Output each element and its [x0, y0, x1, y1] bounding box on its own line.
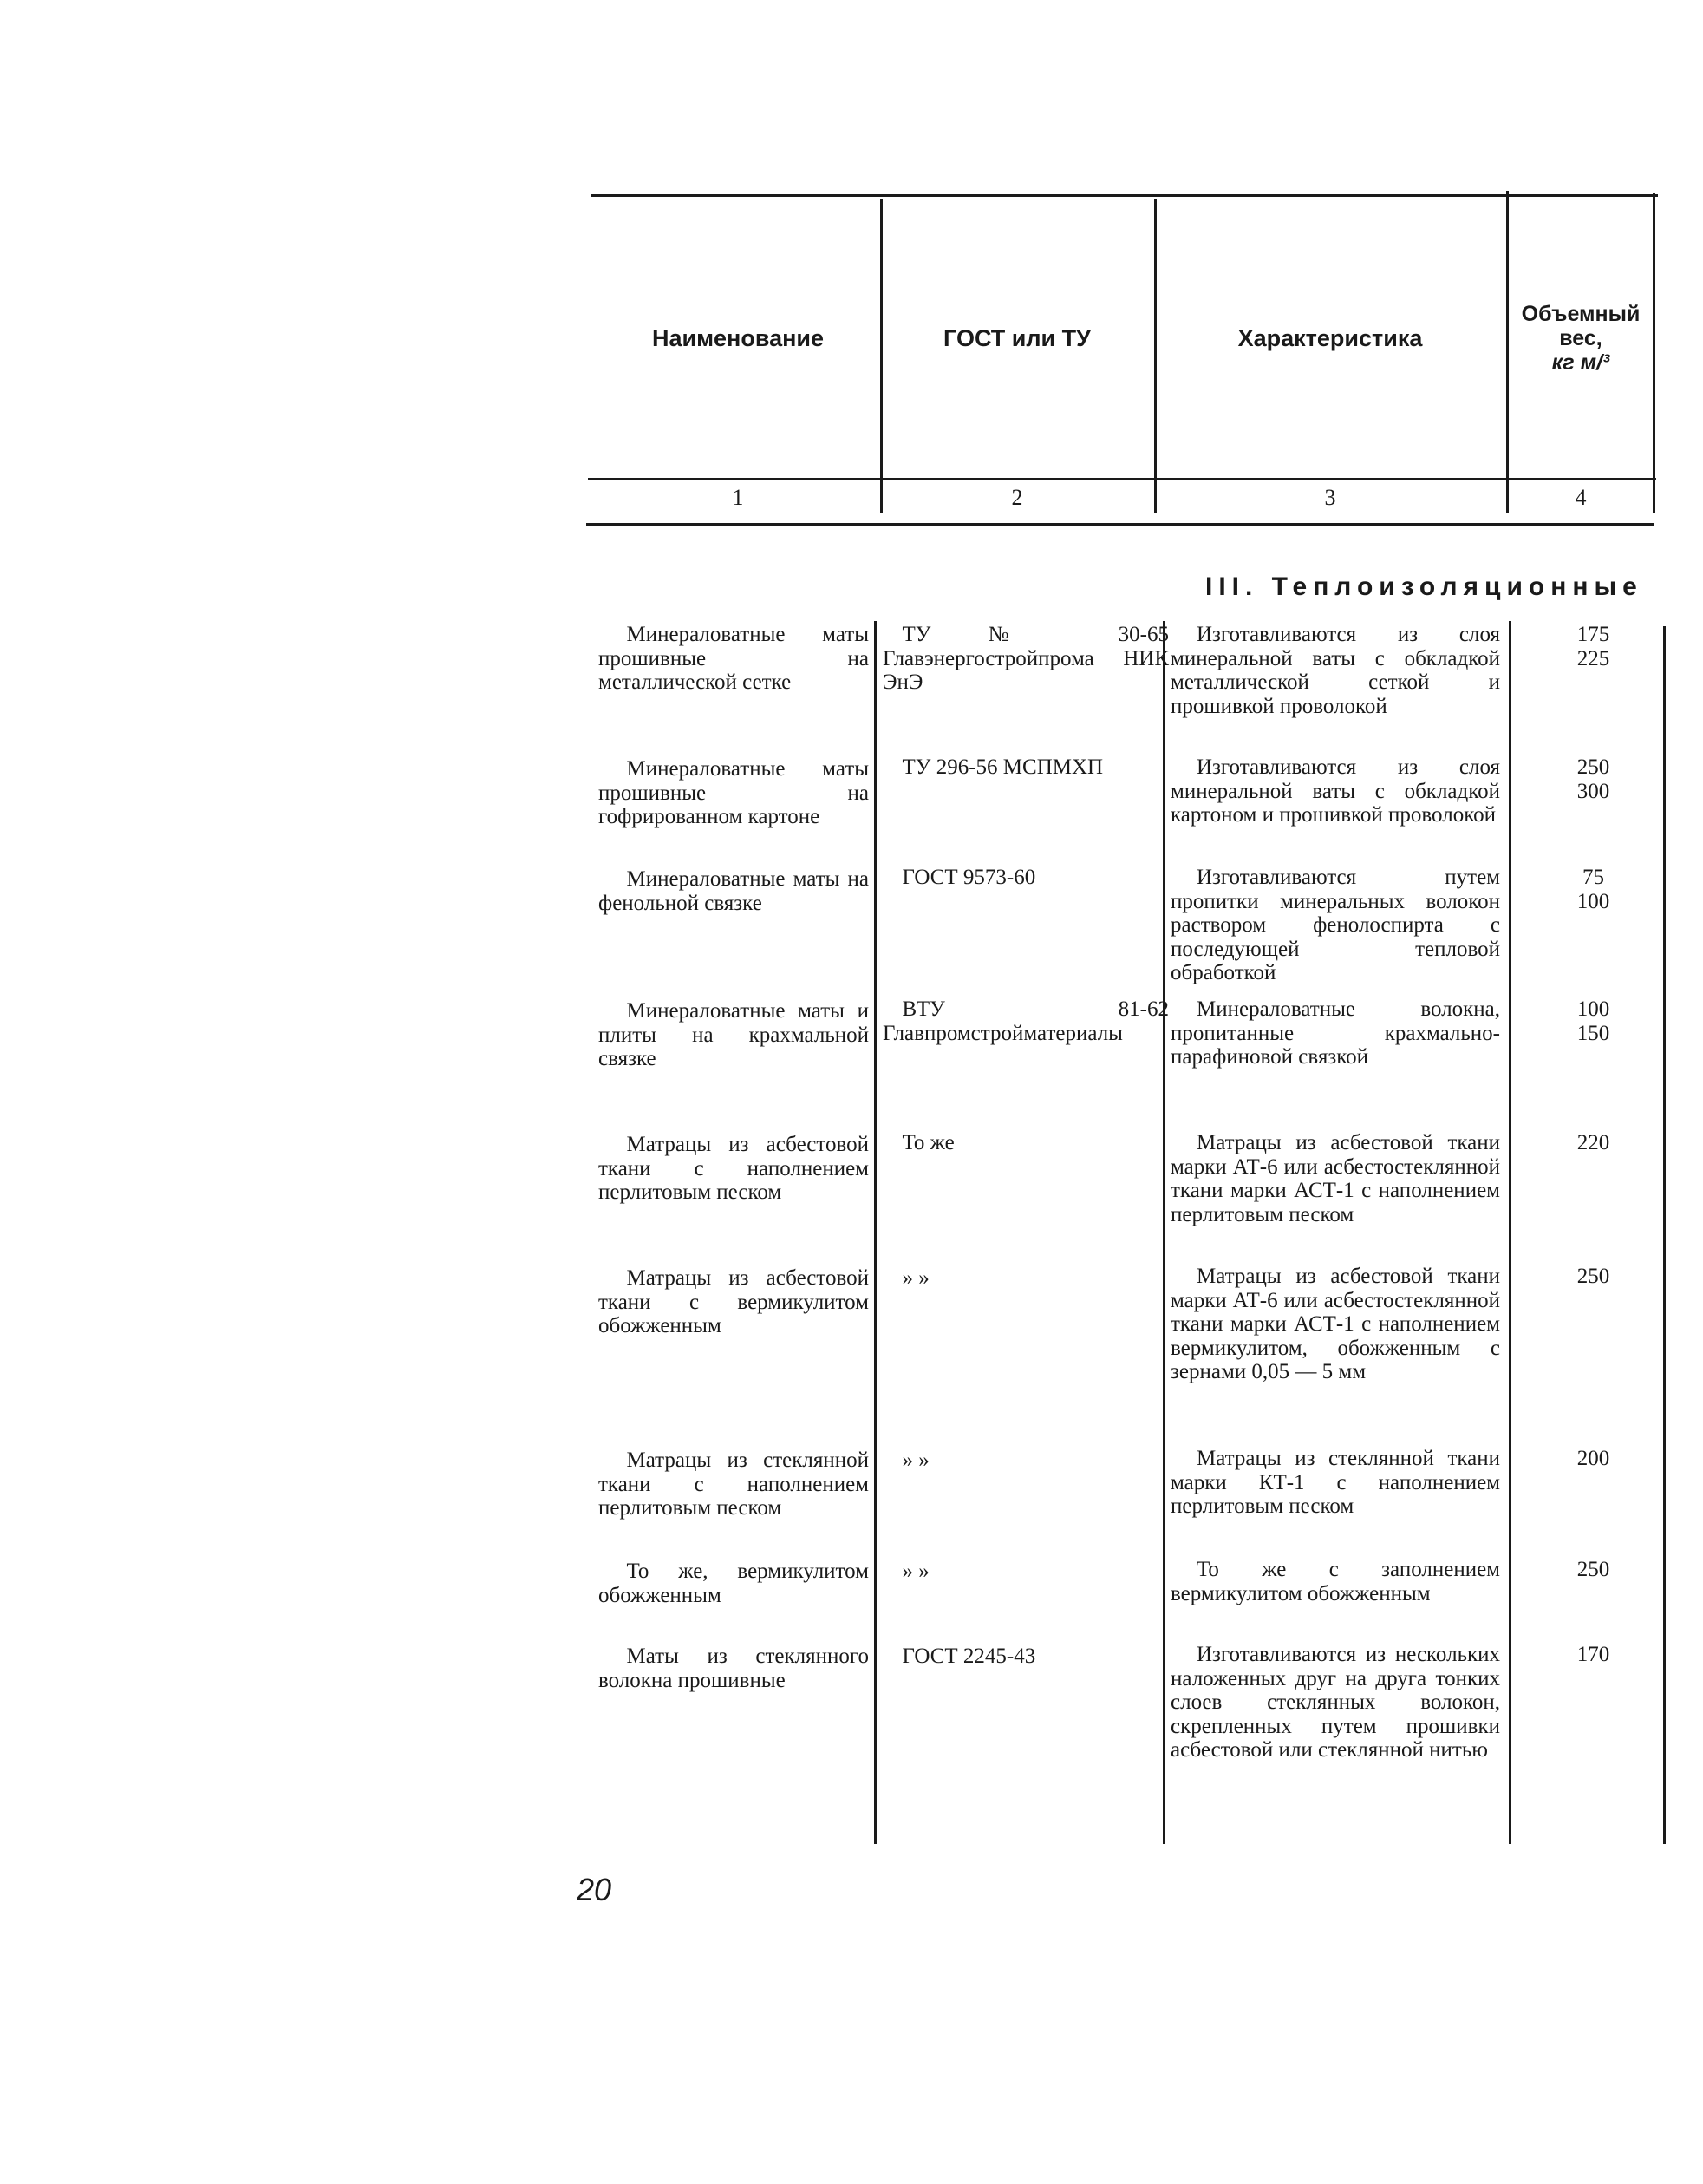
row-3-weight	[1539, 866, 1648, 913]
header-col-gost-text: ГОСТ или ТУ	[943, 325, 1091, 351]
row-6-weight-1: 250	[1576, 1265, 1610, 1288]
row-8-desc: То же с заполнением вермикулитом обожженным	[1171, 1558, 1500, 1605]
row-2-weight	[1539, 755, 1648, 803]
body-divider-1	[874, 621, 877, 1844]
col-number-3: 3	[1324, 485, 1336, 510]
body-divider-3	[1509, 621, 1511, 1844]
row-1-weight	[1539, 623, 1648, 670]
row-3-desc: Изготавливаются путем пропитки минеральных волокон раствором фенолоспирта с последующей тепловой обработкой	[1171, 866, 1500, 984]
row-2-gost: ТУ 296-56 МСПМХП	[902, 755, 1104, 779]
row-3-weight-1: 75	[1582, 866, 1604, 889]
header-col-desc-text: Характеристика	[1237, 325, 1423, 351]
row-6-name: Матрацы из асбестовой ткани с вермикулитом обожженным	[598, 1266, 869, 1337]
row-8-gost: » »	[902, 1560, 930, 1583]
row-7-gost: » »	[902, 1448, 930, 1472]
row-8-weight-1: 250	[1576, 1558, 1610, 1581]
row-6-desc: Матрацы из асбестовой ткани марки АТ-6 или асбестостеклянной ткани марки АСТ-1 с наполнением вермикулитом, обожженным с зернами 0,05 — 5 мм	[1171, 1265, 1500, 1383]
row-4-gost: ВТУ 81-62 Главпромстройматериалы	[883, 997, 1169, 1045]
row-7-name: Матрацы из стеклянной ткани с наполнением перлитовым песком	[598, 1448, 869, 1520]
row-1-desc: Изготавливаются из слоя минеральной ваты с обкладкой металлической сеткой и прошивкой проволокой	[1171, 623, 1500, 718]
row-9-name: Маты из стеклянного волокна прошивные	[598, 1645, 869, 1692]
col-number-2: 2	[1011, 485, 1023, 510]
header-col-weight-unit: кг м/³	[1551, 350, 1610, 375]
header-col-weight-line1: Объемный	[1521, 302, 1641, 326]
row-3-name: Минераловатные маты на фенольной связке	[598, 867, 869, 915]
row-8-name: То же, вермикулитом обожженным	[598, 1560, 869, 1607]
row-9-weight-1: 170	[1576, 1643, 1610, 1666]
header-col-name-text: Наименование	[651, 325, 825, 351]
row-5-gost: То же	[902, 1131, 955, 1154]
row-7-desc: Матрацы из стеклянной ткани марки КТ-1 с наполнением перлитовым песком	[1171, 1447, 1500, 1518]
row-2-desc: Изготавливаются из слоя минеральной ваты с обкладкой картоном и прошивкой проволокой	[1171, 755, 1500, 827]
row-4-weight	[1539, 997, 1648, 1045]
col-number-1: 1	[732, 485, 744, 510]
row-5-name: Матрацы из асбестовой ткани с наполнением перлитовым песком	[598, 1133, 869, 1204]
row-4-weight-1: 100	[1576, 997, 1610, 1021]
row-1-weight-2: 225	[1576, 646, 1610, 670]
row-2-weight-1: 250	[1576, 755, 1610, 779]
row-4-desc: Минераловатные волокна, пропитанные крахмально-парафиновой связкой	[1171, 997, 1500, 1069]
row-4-weight-2: 150	[1576, 1021, 1610, 1045]
row-8-weight	[1539, 1558, 1648, 1582]
row-1-name: Минераловатные маты прошивные на металлической сетке	[598, 623, 869, 694]
body-divider-4	[1663, 626, 1666, 1844]
row-9-gost: ГОСТ 2245-43	[902, 1645, 1036, 1668]
section-title: III. Теплоизоляционные	[1205, 572, 1643, 601]
colnum-bottom-rule	[586, 523, 1654, 526]
row-7-weight	[1539, 1447, 1648, 1471]
row-2-weight-2: 300	[1576, 779, 1610, 803]
header-col-gost	[883, 199, 1152, 477]
row-9-desc: Изготавливаются из нескольких наложенных друг на друга тонких слоев стеклянных волокон, скрепленных путем прошивки асбестовой или стеклянной нитью	[1171, 1643, 1500, 1762]
row-2-name: Минераловатные маты прошивные на гофрированном картоне	[598, 757, 869, 828]
header-top-rule	[591, 194, 1658, 197]
page-number: 20	[577, 1872, 612, 1907]
col-number-4: 4	[1575, 485, 1587, 510]
row-5-weight-1: 220	[1576, 1131, 1610, 1154]
header-col-name	[598, 199, 878, 477]
row-6-weight	[1539, 1265, 1648, 1289]
row-3-gost: ГОСТ 9573-60	[902, 866, 1036, 889]
header-col-weight	[1509, 199, 1653, 477]
header-col-desc	[1157, 199, 1504, 477]
row-5-desc: Матрацы из асбестовой ткани марки АТ-6 или асбестостеклянной ткани марки АСТ-1 с наполнением перлитовым песком	[1171, 1131, 1500, 1226]
row-3-weight-2: 100	[1576, 889, 1610, 913]
row-6-gost: » »	[902, 1266, 930, 1290]
row-7-weight-1: 200	[1576, 1447, 1610, 1470]
row-1-gost: ТУ № 30-65 Главэнергостройпрома НИК ЭнЭ	[883, 623, 1169, 694]
row-9-weight	[1539, 1643, 1648, 1667]
header-col-weight-line2: вес,	[1559, 326, 1602, 350]
row-4-name: Минераловатные маты и плиты на крахмальной связке	[598, 999, 869, 1070]
row-1-weight-1: 175	[1576, 623, 1610, 646]
header-divider-4	[1653, 193, 1655, 513]
row-5-weight	[1539, 1131, 1648, 1155]
header-bottom-rule	[588, 478, 1656, 480]
